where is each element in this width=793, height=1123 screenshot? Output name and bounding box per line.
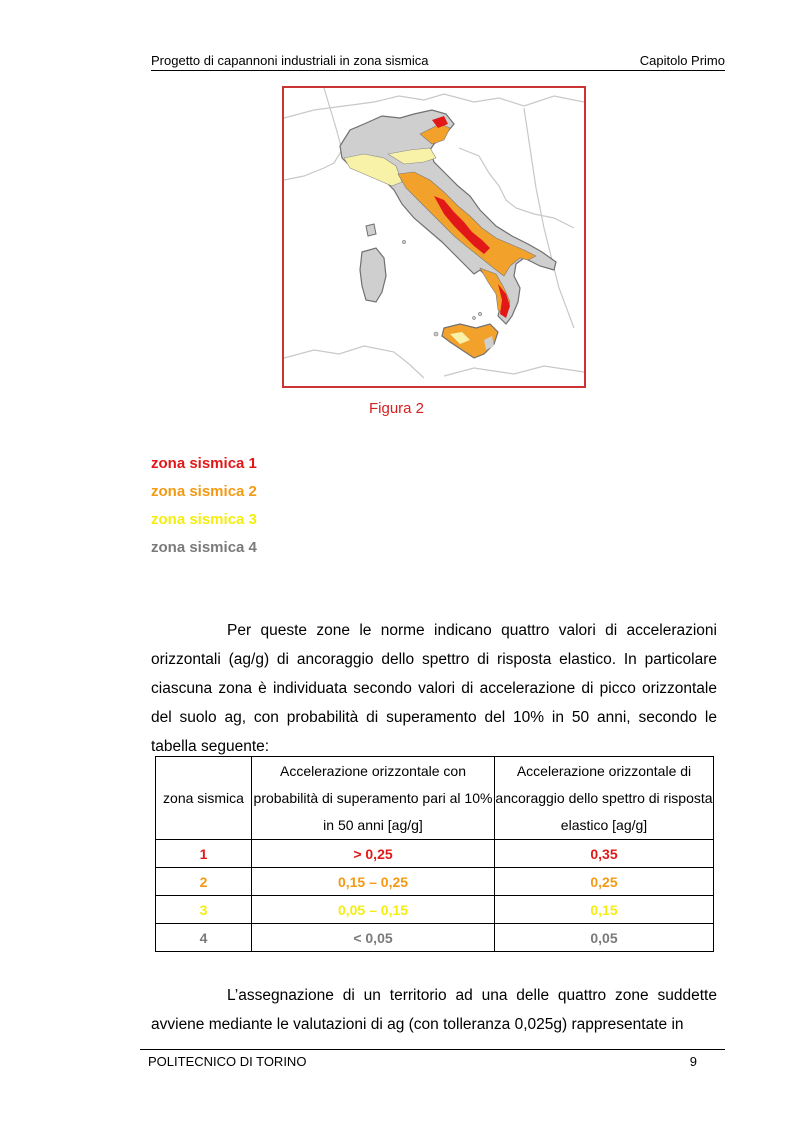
zone-legend-item-1: zona sismica 1 <box>151 455 257 472</box>
zone-legend-item-2: zona sismica 2 <box>151 483 257 500</box>
table-header-cell: Accelerazione orizzontale di ancoraggio dello spettro di risposta elastico [ag/g] <box>495 757 714 840</box>
table-header-row <box>156 757 714 840</box>
table-cell-peak: 0,05 – 0,15 <box>252 896 495 924</box>
table-header-cell: Accelerazione orizzontale con probabilità di superamento pari al 10% in 50 anni [ag/g] <box>252 757 495 840</box>
table-row <box>156 868 714 896</box>
body-paragraph-1 <box>151 616 717 761</box>
header-title: Progetto di capannoni industriali in zona sismica <box>151 53 429 68</box>
paragraph-1-text: Per queste zone le norme indicano quattro valori di accelerazioni orizzontali (ag/g) di ancoraggio dello spettro di risposta elastico. In particolare ciascuna zona è individuata secondo valori di accelerazione di picco orizzontale del suolo ag, con probabilità di superamento del 10% in 50 anni, secondo le tabella seguente: <box>151 622 717 755</box>
zone-legend-item-4: zona sismica 4 <box>151 539 257 556</box>
table-cell-anchor: 0,25 <box>495 868 714 896</box>
table-cell-anchor: 0,15 <box>495 896 714 924</box>
zone-acceleration-table <box>155 756 714 952</box>
table-cell-anchor: 0,05 <box>495 924 714 952</box>
table-cell-zone: 2 <box>156 868 252 896</box>
table-cell-zone: 3 <box>156 896 252 924</box>
table-header-cell: zona sismica <box>156 757 252 840</box>
header-chapter: Capitolo Primo <box>639 53 725 68</box>
page-footer <box>140 1049 725 1070</box>
table-cell-peak: < 0,05 <box>252 924 495 952</box>
table-row <box>156 896 714 924</box>
italy-map-graphic <box>284 88 584 386</box>
figure-caption: Figura 2 <box>368 400 425 417</box>
page-header <box>151 53 725 71</box>
table-cell-zone: 4 <box>156 924 252 952</box>
body-paragraph-2 <box>151 981 717 1039</box>
paragraph-2-text: L’assegnazione di un territorio ad una delle quattro zone suddette avviene mediante le valutazioni di ag (con tolleranza 0,025g) rappresentate in <box>151 987 717 1033</box>
table-cell-anchor: 0,35 <box>495 840 714 868</box>
table-row <box>156 924 714 952</box>
table-cell-zone: 1 <box>156 840 252 868</box>
zone-legend <box>151 455 257 567</box>
seismic-zone-map <box>282 86 586 388</box>
table-cell-peak: > 0,25 <box>252 840 495 868</box>
page-number: 9 <box>689 1054 697 1069</box>
table-cell-peak: 0,15 – 0,25 <box>252 868 495 896</box>
table-row <box>156 840 714 868</box>
footer-institution: POLITECNICO DI TORINO <box>148 1054 307 1069</box>
zone-legend-item-3: zona sismica 3 <box>151 511 257 528</box>
